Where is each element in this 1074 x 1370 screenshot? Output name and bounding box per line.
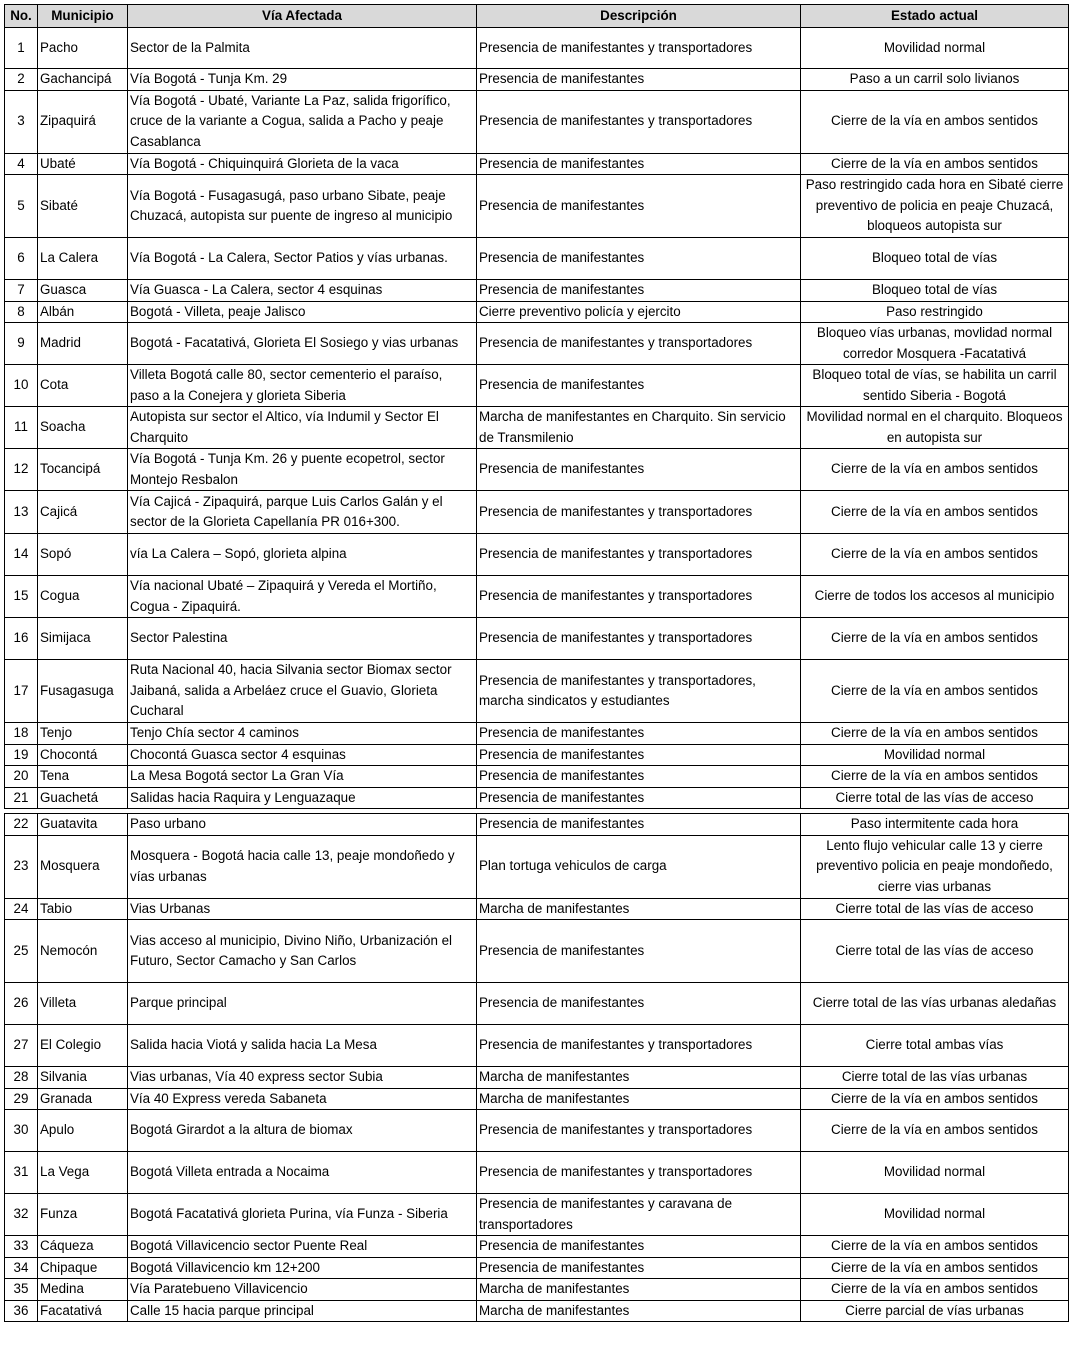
municipio-cell: Cogua	[38, 576, 128, 618]
estado-actual-cell: Cierre total de las vías de acceso	[801, 787, 1069, 809]
header-via-afectada: Vía Afectada	[128, 5, 477, 28]
table-row	[5, 723, 1069, 745]
municipio-cell: Guatavita	[38, 814, 128, 836]
via-afectada-cell: Vía Bogotá - Tunja Km. 26 y puente ecopetrol, sector Montejo Resbalon	[128, 449, 477, 491]
estado-actual-cell: Cierre de la vía en ambos sentidos	[801, 449, 1069, 491]
municipio-cell: Soacha	[38, 407, 128, 449]
estado-actual-cell: Cierre de todos los accesos al municipio	[801, 576, 1069, 618]
municipio-cell: Albán	[38, 301, 128, 323]
estado-actual-cell: Lento flujo vehicular calle 13 y cierre preventivo policia en peaje mondoñedo, cierre vias urbanas	[801, 835, 1069, 898]
table-row	[5, 787, 1069, 809]
row-number: 20	[5, 766, 38, 788]
table-row	[5, 766, 1069, 788]
estado-actual-cell: Cierre de la vía en ambos sentidos	[801, 618, 1069, 660]
descripcion-cell: Marcha de manifestantes	[477, 1088, 801, 1110]
estado-actual-cell: Cierre total ambas vías	[801, 1025, 1069, 1067]
estado-actual-cell: Cierre de la vía en ambos sentidos	[801, 1279, 1069, 1301]
table-row	[5, 835, 1069, 898]
via-afectada-cell: Vias Urbanas	[128, 898, 477, 920]
table-row	[5, 323, 1069, 365]
estado-actual-cell: Paso a un carril solo livianos	[801, 69, 1069, 91]
via-afectada-cell: Vía Paratebueno Villavicencio	[128, 1279, 477, 1301]
row-number: 35	[5, 1279, 38, 1301]
municipio-cell: Guasca	[38, 280, 128, 302]
table-row	[5, 1152, 1069, 1194]
municipio-cell: Medina	[38, 1279, 128, 1301]
via-afectada-cell: Villeta Bogotá calle 80, sector cementerio el paraíso, paso a la Conejera y glorieta Siberia	[128, 365, 477, 407]
municipio-cell: Silvania	[38, 1067, 128, 1089]
via-afectada-cell: Ruta Nacional 40, hacia Silvania sector Biomax sector Jaibaná, salida a Arbeláez cruce el Guavio, Glorieta Cucharal	[128, 660, 477, 723]
descripcion-cell: Presencia de manifestantes	[477, 787, 801, 809]
descripcion-cell: Presencia de manifestantes y transportadores	[477, 1152, 801, 1194]
via-afectada-cell: Paso urbano	[128, 814, 477, 836]
estado-actual-cell: Cierre total de las vías urbanas aledañas	[801, 983, 1069, 1025]
estado-actual-cell: Cierre parcial de vías urbanas	[801, 1300, 1069, 1322]
row-number: 8	[5, 301, 38, 323]
table-row	[5, 407, 1069, 449]
descripcion-cell: Presencia de manifestantes y transportadores	[477, 576, 801, 618]
municipio-cell: Villeta	[38, 983, 128, 1025]
descripcion-cell: Presencia de manifestantes	[477, 153, 801, 175]
table-row	[5, 660, 1069, 723]
row-number: 21	[5, 787, 38, 809]
descripcion-cell: Presencia de manifestantes	[477, 1236, 801, 1258]
row-number: 25	[5, 920, 38, 983]
table-row	[5, 1279, 1069, 1301]
table-row	[5, 301, 1069, 323]
descripcion-cell: Presencia de manifestantes	[477, 365, 801, 407]
descripcion-cell: Presencia de manifestantes y transportadores	[477, 323, 801, 365]
table-row	[5, 576, 1069, 618]
row-number: 7	[5, 280, 38, 302]
table-row	[5, 983, 1069, 1025]
table-header-row	[5, 5, 1069, 28]
municipio-cell: Zipaquirá	[38, 90, 128, 153]
table-row	[5, 365, 1069, 407]
header-no: No.	[5, 5, 38, 28]
via-afectada-cell: Vía Bogotá - La Calera, Sector Patios y vías urbanas.	[128, 238, 477, 280]
via-afectada-cell: Vía Bogotá - Fusagasugá, paso urbano Sibate, peaje Chuzacá, autopista sur puente de ingreso al municipio	[128, 175, 477, 238]
via-afectada-cell: Vias urbanas, Vía 40 express sector Subia	[128, 1067, 477, 1089]
row-number: 18	[5, 723, 38, 745]
municipio-cell: Cáqueza	[38, 1236, 128, 1258]
municipio-cell: Simijaca	[38, 618, 128, 660]
row-number: 30	[5, 1110, 38, 1152]
row-number: 3	[5, 90, 38, 153]
municipio-cell: Tenjo	[38, 723, 128, 745]
municipio-cell: Apulo	[38, 1110, 128, 1152]
descripcion-cell: Plan tortuga vehiculos de carga	[477, 835, 801, 898]
via-afectada-cell: Sector Palestina	[128, 618, 477, 660]
table-row	[5, 814, 1069, 836]
row-number: 4	[5, 153, 38, 175]
descripcion-cell: Presencia de manifestantes	[477, 983, 801, 1025]
estado-actual-cell: Cierre total de las vías urbanas	[801, 1067, 1069, 1089]
table-row	[5, 449, 1069, 491]
via-afectada-cell: Bogotá Villeta entrada a Nocaima	[128, 1152, 477, 1194]
table-row	[5, 1067, 1069, 1089]
municipio-cell: La Vega	[38, 1152, 128, 1194]
row-number: 15	[5, 576, 38, 618]
row-number: 33	[5, 1236, 38, 1258]
via-afectada-cell: Vía Cajicá - Zipaquirá, parque Luis Carlos Galán y el sector de la Glorieta Capellanía PR 016+300.	[128, 491, 477, 534]
table-row	[5, 1300, 1069, 1322]
row-number: 16	[5, 618, 38, 660]
header-estado-actual: Estado actual	[801, 5, 1069, 28]
row-number: 10	[5, 365, 38, 407]
via-afectada-cell: Bogotá Villavicencio km 12+200	[128, 1257, 477, 1279]
estado-actual-cell: Paso intermitente cada hora	[801, 814, 1069, 836]
descripcion-cell: Presencia de manifestantes y caravana de transportadores	[477, 1194, 801, 1236]
descripcion-cell: Presencia de manifestantes	[477, 449, 801, 491]
row-number: 23	[5, 835, 38, 898]
via-afectada-cell: Vía Bogotá - Ubaté, Variante La Paz, salida frigorífico, cruce de la variante a Cogua, salida a Pacho y peaje Casablanca	[128, 90, 477, 153]
estado-actual-cell: Bloqueo total de vías	[801, 280, 1069, 302]
affected-roads-table-container	[4, 4, 1068, 1322]
via-afectada-cell: vía La Calera – Sopó, glorieta alpina	[128, 534, 477, 576]
estado-actual-cell: Cierre de la vía en ambos sentidos	[801, 153, 1069, 175]
estado-actual-cell: Paso restringido cada hora en Sibaté cierre preventivo de policia en peaje Chuzacá, bloqueos autopista sur	[801, 175, 1069, 238]
affected-roads-table	[4, 4, 1069, 1322]
row-number: 26	[5, 983, 38, 1025]
estado-actual-cell: Cierre de la vía en ambos sentidos	[801, 1257, 1069, 1279]
table-row	[5, 920, 1069, 983]
estado-actual-cell: Cierre de la vía en ambos sentidos	[801, 766, 1069, 788]
table-row	[5, 28, 1069, 69]
via-afectada-cell: Bogotá Villavicencio sector Puente Real	[128, 1236, 477, 1258]
descripcion-cell: Marcha de manifestantes en Charquito. Sin servicio de Transmilenio	[477, 407, 801, 449]
row-number: 5	[5, 175, 38, 238]
municipio-cell: La Calera	[38, 238, 128, 280]
via-afectada-cell: Bogotá Facatativá glorieta Purina, vía Funza - Siberia	[128, 1194, 477, 1236]
municipio-cell: Madrid	[38, 323, 128, 365]
estado-actual-cell: Cierre total de las vías de acceso	[801, 898, 1069, 920]
municipio-cell: El Colegio	[38, 1025, 128, 1067]
table-row	[5, 1088, 1069, 1110]
table-row	[5, 90, 1069, 153]
municipio-cell: Tena	[38, 766, 128, 788]
table-row	[5, 1236, 1069, 1258]
table-row	[5, 175, 1069, 238]
descripcion-cell: Presencia de manifestantes	[477, 744, 801, 766]
table-row	[5, 280, 1069, 302]
row-number: 17	[5, 660, 38, 723]
via-afectada-cell: Salida hacia Viotá y salida hacia La Mesa	[128, 1025, 477, 1067]
via-afectada-cell: Bogotá - Villeta, peaje Jalisco	[128, 301, 477, 323]
descripcion-cell: Presencia de manifestantes y transportadores	[477, 1110, 801, 1152]
table-row	[5, 153, 1069, 175]
via-afectada-cell: Salidas hacia Raquira y Lenguazaque	[128, 787, 477, 809]
header-municipio: Municipio	[38, 5, 128, 28]
descripcion-cell: Presencia de manifestantes	[477, 814, 801, 836]
via-afectada-cell: Sector de la Palmita	[128, 28, 477, 69]
via-afectada-cell: Tenjo Chía sector 4 caminos	[128, 723, 477, 745]
row-number: 19	[5, 744, 38, 766]
row-number: 24	[5, 898, 38, 920]
estado-actual-cell: Movilidad normal	[801, 1152, 1069, 1194]
table-body	[5, 28, 1069, 1322]
row-number: 22	[5, 814, 38, 836]
row-number: 6	[5, 238, 38, 280]
descripcion-cell: Presencia de manifestantes	[477, 175, 801, 238]
descripcion-cell: Marcha de manifestantes	[477, 1300, 801, 1322]
estado-actual-cell: Cierre de la vía en ambos sentidos	[801, 1110, 1069, 1152]
municipio-cell: Fusagasuga	[38, 660, 128, 723]
municipio-cell: Cajicá	[38, 491, 128, 534]
row-number: 14	[5, 534, 38, 576]
municipio-cell: Funza	[38, 1194, 128, 1236]
municipio-cell: Pacho	[38, 28, 128, 69]
via-afectada-cell: Chocontá Guasca sector 4 esquinas	[128, 744, 477, 766]
row-number: 31	[5, 1152, 38, 1194]
table-row	[5, 491, 1069, 534]
descripcion-cell: Presencia de manifestantes	[477, 766, 801, 788]
row-number: 1	[5, 28, 38, 69]
row-number: 2	[5, 69, 38, 91]
municipio-cell: Cota	[38, 365, 128, 407]
municipio-cell: Sopó	[38, 534, 128, 576]
row-number: 27	[5, 1025, 38, 1067]
row-number: 32	[5, 1194, 38, 1236]
municipio-cell: Tocancipá	[38, 449, 128, 491]
municipio-cell: Granada	[38, 1088, 128, 1110]
estado-actual-cell: Movilidad normal	[801, 28, 1069, 69]
descripcion-cell: Presencia de manifestantes	[477, 920, 801, 983]
table-row	[5, 1110, 1069, 1152]
row-number: 28	[5, 1067, 38, 1089]
descripcion-cell: Presencia de manifestantes	[477, 1257, 801, 1279]
table-row	[5, 898, 1069, 920]
estado-actual-cell: Cierre de la vía en ambos sentidos	[801, 660, 1069, 723]
estado-actual-cell: Cierre de la vía en ambos sentidos	[801, 1236, 1069, 1258]
estado-actual-cell: Cierre total de las vías de acceso	[801, 920, 1069, 983]
municipio-cell: Chocontá	[38, 744, 128, 766]
row-number: 36	[5, 1300, 38, 1322]
via-afectada-cell: Vía nacional Ubaté – Zipaquirá y Vereda el Mortiño, Cogua - Zipaquirá.	[128, 576, 477, 618]
estado-actual-cell: Cierre de la vía en ambos sentidos	[801, 723, 1069, 745]
descripcion-cell: Presencia de manifestantes y transportadores	[477, 90, 801, 153]
via-afectada-cell: Vía Bogotá - Chiquinquirá Glorieta de la vaca	[128, 153, 477, 175]
estado-actual-cell: Bloqueo total de vías, se habilita un carril sentido Siberia - Bogotá	[801, 365, 1069, 407]
municipio-cell: Facatativá	[38, 1300, 128, 1322]
estado-actual-cell: Cierre de la vía en ambos sentidos	[801, 90, 1069, 153]
estado-actual-cell: Cierre de la vía en ambos sentidos	[801, 534, 1069, 576]
estado-actual-cell: Bloqueo total de vías	[801, 238, 1069, 280]
descripcion-cell: Presencia de manifestantes	[477, 69, 801, 91]
header-descripcion: Descripción	[477, 5, 801, 28]
row-number: 12	[5, 449, 38, 491]
descripcion-cell: Presencia de manifestantes	[477, 238, 801, 280]
municipio-cell: Nemocón	[38, 920, 128, 983]
estado-actual-cell: Movilidad normal	[801, 744, 1069, 766]
via-afectada-cell: Vias acceso al municipio, Divino Niño, Urbanización el Futuro, Sector Camacho y San Carlos	[128, 920, 477, 983]
via-afectada-cell: Mosquera - Bogotá hacia calle 13, peaje mondoñedo y vías urbanas	[128, 835, 477, 898]
descripcion-cell: Presencia de manifestantes y transportadores	[477, 28, 801, 69]
via-afectada-cell: Bogotá Girardot a la altura de biomax	[128, 1110, 477, 1152]
table-row	[5, 744, 1069, 766]
table-row	[5, 1257, 1069, 1279]
via-afectada-cell: La Mesa Bogotá sector La Gran Vía	[128, 766, 477, 788]
via-afectada-cell: Vía Bogotá - Tunja Km. 29	[128, 69, 477, 91]
table-row	[5, 1194, 1069, 1236]
row-number: 13	[5, 491, 38, 534]
descripcion-cell: Marcha de manifestantes	[477, 1279, 801, 1301]
table-row	[5, 238, 1069, 280]
estado-actual-cell: Paso restringido	[801, 301, 1069, 323]
municipio-cell: Mosquera	[38, 835, 128, 898]
row-number: 11	[5, 407, 38, 449]
via-afectada-cell: Autopista sur sector el Altico, vía Indumil y Sector El Charquito	[128, 407, 477, 449]
municipio-cell: Sibaté	[38, 175, 128, 238]
descripcion-cell: Presencia de manifestantes y transportadores, marcha sindicatos y estudiantes	[477, 660, 801, 723]
descripcion-cell: Presencia de manifestantes	[477, 280, 801, 302]
via-afectada-cell: Bogotá - Facatativá, Glorieta El Sosiego y vias urbanas	[128, 323, 477, 365]
row-number: 34	[5, 1257, 38, 1279]
descripcion-cell: Marcha de manifestantes	[477, 898, 801, 920]
table-row	[5, 534, 1069, 576]
municipio-cell: Gachancipá	[38, 69, 128, 91]
descripcion-cell: Presencia de manifestantes y transportadores	[477, 1025, 801, 1067]
via-afectada-cell: Vía 40 Express vereda Sabaneta	[128, 1088, 477, 1110]
estado-actual-cell: Cierre de la vía en ambos sentidos	[801, 1088, 1069, 1110]
descripcion-cell: Presencia de manifestantes	[477, 723, 801, 745]
descripcion-cell: Cierre preventivo policía y ejercito	[477, 301, 801, 323]
via-afectada-cell: Parque principal	[128, 983, 477, 1025]
municipio-cell: Ubaté	[38, 153, 128, 175]
municipio-cell: Tabio	[38, 898, 128, 920]
estado-actual-cell: Cierre de la vía en ambos sentidos	[801, 491, 1069, 534]
descripcion-cell: Marcha de manifestantes	[477, 1067, 801, 1089]
municipio-cell: Chipaque	[38, 1257, 128, 1279]
table-row	[5, 1025, 1069, 1067]
estado-actual-cell: Bloqueo vías urbanas, movlidad normal corredor Mosquera -Facatativá	[801, 323, 1069, 365]
via-afectada-cell: Vía Guasca - La Calera, sector 4 esquinas	[128, 280, 477, 302]
descripcion-cell: Presencia de manifestantes y transportadores	[477, 618, 801, 660]
row-number: 29	[5, 1088, 38, 1110]
descripcion-cell: Presencia de manifestantes y transportadores	[477, 491, 801, 534]
estado-actual-cell: Movilidad normal	[801, 1194, 1069, 1236]
descripcion-cell: Presencia de manifestantes y transportadores	[477, 534, 801, 576]
table-row	[5, 69, 1069, 91]
municipio-cell: Guachetá	[38, 787, 128, 809]
row-number: 9	[5, 323, 38, 365]
table-row	[5, 618, 1069, 660]
estado-actual-cell: Movilidad normal en el charquito. Bloqueos en autopista sur	[801, 407, 1069, 449]
via-afectada-cell: Calle 15 hacia parque principal	[128, 1300, 477, 1322]
